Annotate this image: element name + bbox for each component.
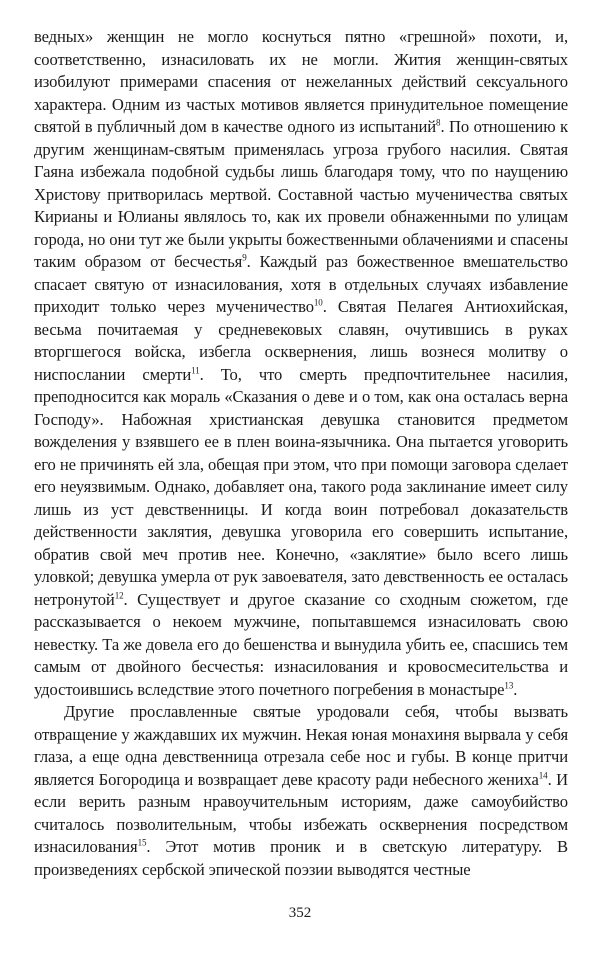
footnote-ref: 12 <box>114 589 124 600</box>
text-run: . Существует и другое сказание со сходным сюжетом, где рассказывается о некоем мужчине, попытавшемся изнасиловать свою невестку. Та же довела его до бешенства и вынудила убить ее, спасшись тем самым от двойного бесчестья: изнасилования и кровосмесительства и удостоившись вследствие этого почетного погребения в монастыре <box>34 589 568 699</box>
footnote-ref: 14 <box>538 769 548 780</box>
footnote-ref: 9 <box>242 252 247 263</box>
text-run: . То, что смерть предпочтительнее насилия, преподносится как мораль «Сказания о деве и о том, как она осталась верна Господу». Набожная христианская девушка становится предметом вожделения у взявшего ее в плен воина-язычника. Она пытается уговорить его не причинять ей зла, обещая при этом, что при помощи заговора сделает его неуязвимым. Однако, добавляет она, такого рода заклинание имеет силу лишь из уст девственницы. И когда воин потребовал доказательств действенности заклятия, девушка уговорила его совершить испытание, обратив свой меч против нее. Конечно, «заклятие» было всего лишь уловкой; девушка умерла от рук завоевателя, зато девственность ее осталась нетронутой <box>34 364 568 609</box>
book-page <box>34 26 568 881</box>
footnote-ref: 11 <box>191 364 200 375</box>
paragraph <box>34 26 568 701</box>
text-run: Другие прославленные святые уродовали себя, чтобы вызвать отвращение у жаждавших их мужчин. Некая юная монахиня вырвала у себя глаза, а еще одна девственница отрезала себе нос и губы. В конце притчи является Богородица и возвращает деве красоту ради небесного жениха <box>34 702 568 789</box>
text-run: . По отношению к другим женщинам-святым применялась угроза грубого насилия. Святая Гаяна избежала подобной судьбы лишь благодаря тому, что по наущению Христову притворилась мертвой. Составной частью мученичества святых Кирианы и Юлианы являлось то, как их провели обнаженными по улицам города, но они тут же были укрыты божественными облачениями и спасены таким образом от бесчестья <box>34 117 568 271</box>
footnote-ref: 10 <box>313 297 323 308</box>
footnote-ref: 15 <box>137 837 147 848</box>
body-text <box>34 26 568 881</box>
text-run: . Этот мотив проник и в светскую литературу. В произведениях сербской эпической поэзии выводятся честные <box>34 837 568 879</box>
text-run: . <box>513 679 518 699</box>
text-run: . Святая Пелагея Антиохийская, весьма почитаемая у средневековых славян, очутившись в руках вторгшегося войска, избегла осквернения, лишь вознеся молитву о ниспослании смерти <box>34 297 568 384</box>
text-run: . И если верить разным нравоучительным историям, даже самоубийство считалось позволительным, чтобы избежать осквернения посредством изнасилования <box>34 769 569 856</box>
text-run: . Каждый раз божественное вмешательство спасает святую от изнасилования, хотя в отдельных случаях избавление приходит только через мученичество <box>34 252 568 316</box>
paragraph <box>34 701 568 881</box>
footnote-ref: 8 <box>436 117 441 128</box>
footnote-ref: 13 <box>504 679 514 690</box>
page-number: 352 <box>288 905 312 921</box>
text-run: ведных» женщин не могло коснуться пятно «грешной» похоти, и, соответственно, изнасиловать их не могли. Жития женщин-святых изобилуют примерами спасения от нежеланных действий сексуального характера. Одним из частых мотивов является принудительное помещение святой в публичный дом в качестве одного из испытаний <box>34 27 568 136</box>
